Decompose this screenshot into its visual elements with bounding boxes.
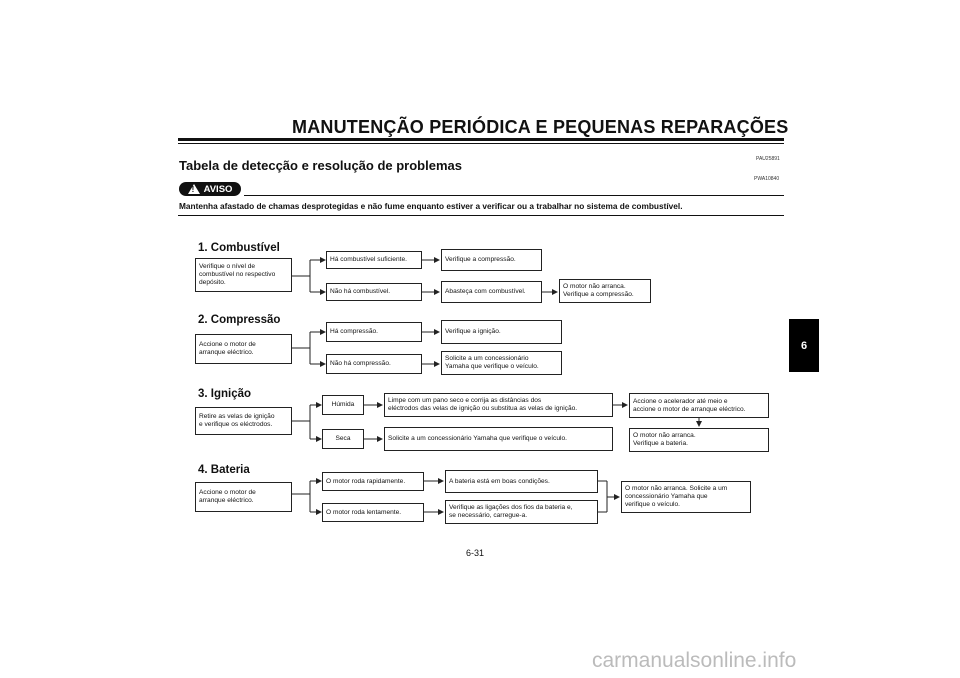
section-ignition-title: 3. Ignição: [198, 388, 252, 400]
fuel-no-box: Não há combustível.: [326, 283, 422, 301]
battery-fast-box: O motor roda rapidamente.: [322, 472, 424, 491]
fuel-no-result-box: O motor não arranca. Verifique a compressão.: [559, 279, 651, 303]
ignition-start-box: Retire as velas de ignição e verifique os eléctrodos.: [195, 407, 292, 435]
battery-start-box: Accione o motor de arranque eléctrico.: [195, 482, 292, 512]
warning-code: PWA10840: [754, 176, 780, 182]
warning-text: Mantenha afastado de chamas desprotegidas e não fume enquanto estiver a verificar ou a trabalhar no sistema de combustível.: [179, 201, 683, 211]
compression-start-box: Accione o motor de arranque eléctrico.: [195, 334, 292, 364]
section-compression-title: 2. Compressão: [198, 314, 281, 326]
fuel-yes-action-box: Verifique a compressão.: [441, 249, 542, 271]
compression-yes-action-box: Verifique a ignição.: [441, 320, 562, 344]
warning-label: AVISO: [203, 183, 233, 195]
section-fuel-title: 1. Combustível: [198, 242, 280, 254]
battery-fast-action-box: A bateria está em boas condições.: [445, 470, 598, 493]
compression-no-action-box: Solicite a um concessionário Yamaha que verifique o veículo.: [441, 351, 562, 375]
fuel-no-action-box: Abasteça com combustível.: [441, 281, 542, 303]
chapter-tab: 6: [789, 319, 819, 372]
page-title: MANUTENÇÃO PERIÓDICA E PEQUENAS REPARAÇÕES: [292, 117, 789, 137]
compression-no-box: Não há compressão.: [326, 354, 422, 374]
ignition-dry-action-box: Solicite a um concessionário Yamaha que verifique o veículo.: [384, 427, 613, 451]
battery-slow-box: O motor roda lentamente.: [322, 503, 424, 522]
ignition-wet-result-box: O motor não arranca. Verifique a bateria.: [629, 428, 769, 452]
watermark: carmanualsonline.info: [592, 649, 797, 672]
section-battery-title: 4. Bateria: [198, 464, 250, 476]
ignition-wet-box: Húmida: [322, 395, 364, 415]
compression-yes-box: Há compressão.: [326, 322, 422, 342]
page-number: 6-31: [466, 548, 485, 558]
fuel-start-box: Verifique o nível de combustível no respectivo depósito.: [195, 258, 292, 292]
ignition-wet-action-box: Limpe com um pano seco e corrija as distâncias dos eléctrodos das velas de ignição ou substitua as velas de ignição.: [384, 393, 613, 417]
section-code: PAU25891: [756, 156, 780, 162]
battery-result-box: O motor não arranca. Solicite a um concessionário Yamaha que verifique o veículo.: [621, 481, 751, 513]
ignition-dry-box: Seca: [322, 429, 364, 449]
ignition-wet-next-box: Accione o acelerador até meio e accione o motor de arranque eléctrico.: [629, 393, 769, 418]
battery-slow-action-box: Verifique as ligações dos fios da bateria e, se necessário, carregue-a.: [445, 500, 598, 524]
section-heading: Tabela de detecção e resolução de problemas: [179, 158, 462, 173]
fuel-yes-box: Há combustível suficiente.: [326, 251, 422, 269]
